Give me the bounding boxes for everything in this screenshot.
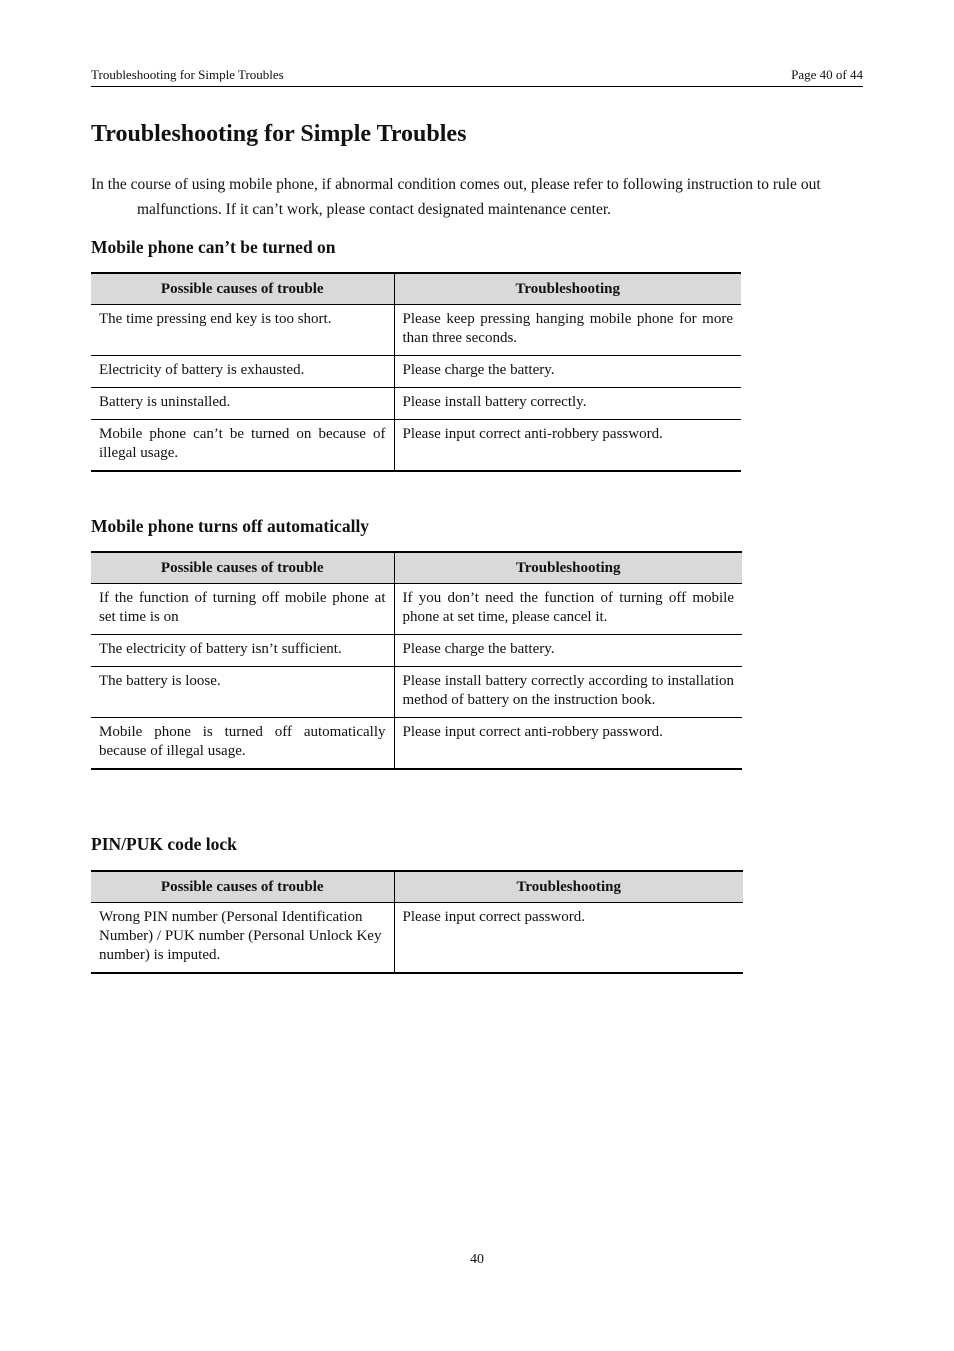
column-header-troubleshooting: Troubleshooting [394, 552, 742, 584]
table-row [91, 635, 742, 667]
page-number: 40 [470, 1252, 484, 1267]
table-row [91, 667, 742, 718]
solution-cell: If you don’t need the function of turning off mobile phone at set time, please cancel it. [394, 584, 742, 635]
column-header-causes: Possible causes of trouble [91, 871, 394, 903]
table-header-row [91, 552, 742, 584]
table-row [91, 388, 741, 420]
column-header-troubleshooting: Troubleshooting [394, 273, 741, 305]
cause-cell: The time pressing end key is too short. [91, 305, 394, 356]
section-heading-turns-off: Mobile phone turns off automatically [91, 516, 370, 536]
table-pin-puk [91, 870, 743, 974]
table-header-row [91, 273, 741, 305]
cause-cell: Mobile phone is turned off automatically because of illegal usage. [91, 718, 394, 770]
table-cant-turn-on [91, 272, 741, 472]
header-page-indicator: Page 40 of 44 [791, 67, 863, 82]
table-row [91, 584, 742, 635]
cause-cell: Wrong PIN number (Personal Identification Number) / PUK number (Personal Unlock Key number) is imputed. [91, 903, 394, 974]
column-header-causes: Possible causes of trouble [91, 273, 394, 305]
solution-cell: Please charge the battery. [394, 356, 741, 388]
section-heading-cant-turn-on: Mobile phone can’t be turned on [91, 237, 336, 257]
table-row [91, 903, 743, 974]
column-header-causes: Possible causes of trouble [91, 552, 394, 584]
page-title: Troubleshooting for Simple Troubles [91, 121, 467, 147]
solution-cell: Please input correct anti-robbery password. [394, 420, 741, 472]
table-turns-off [91, 551, 742, 770]
intro-paragraph: In the course of using mobile phone, if abnormal condition comes out, please refer to following instruction to rule out malfunctions. If it can’t work, please contact designated maintenance center. [91, 176, 821, 218]
table-row [91, 356, 741, 388]
cause-cell: Mobile phone can’t be turned on because of illegal usage. [91, 420, 394, 472]
column-header-troubleshooting: Troubleshooting [394, 871, 743, 903]
table-row [91, 305, 741, 356]
solution-cell: Please keep pressing hanging mobile phone for more than three seconds. [394, 305, 741, 356]
solution-cell: Please install battery correctly. [394, 388, 741, 420]
table-row [91, 420, 741, 472]
running-header [91, 67, 863, 87]
cause-cell: If the function of turning off mobile phone at set time is on [91, 584, 394, 635]
cause-cell: Electricity of battery is exhausted. [91, 356, 394, 388]
solution-cell: Please charge the battery. [394, 635, 742, 667]
solution-cell: Please input correct password. [394, 903, 743, 974]
table-row [91, 718, 742, 770]
cause-cell: Battery is uninstalled. [91, 388, 394, 420]
cause-cell: The electricity of battery isn’t sufficient. [91, 635, 394, 667]
cause-cell: The battery is loose. [91, 667, 394, 718]
section-heading-pin-puk: PIN/PUK code lock [91, 834, 237, 854]
solution-cell: Please input correct anti-robbery password. [394, 718, 742, 770]
table-header-row [91, 871, 743, 903]
solution-cell: Please install battery correctly according to installation method of battery on the instruction book. [394, 667, 742, 718]
header-section-title: Troubleshooting for Simple Troubles [91, 67, 284, 82]
